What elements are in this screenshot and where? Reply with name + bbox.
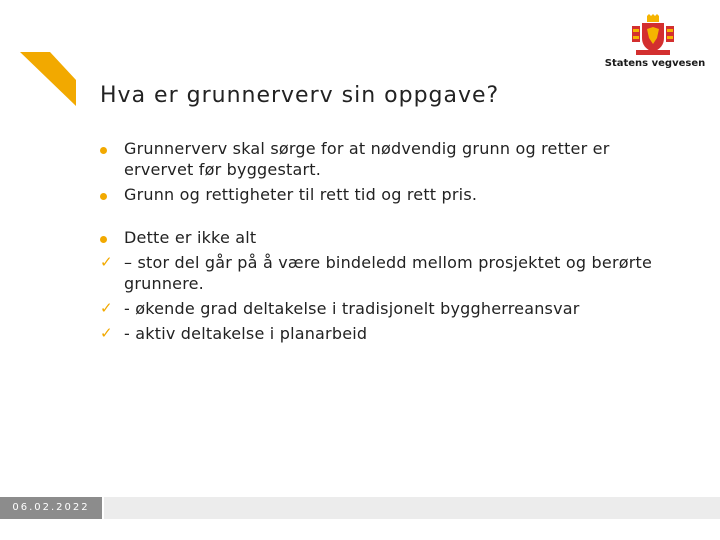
list-item [100,227,660,248]
list-item-text: - aktiv deltakelse i planarbeid [124,324,368,343]
decorative-stripe [0,0,80,110]
list-item [100,323,660,344]
footer-divider [104,497,720,519]
list-item-text: Grunn og rettigheter til rett tid og rett pris. [124,185,478,204]
list-item-text: - økende grad deltakelse i tradisjonelt byggherreansvar [124,299,580,318]
logo-wordmark: Statens vegvesen [604,58,706,69]
slide-title: Hva er grunnerverv sin oppgave? [100,83,500,108]
list-item-text: – stor del går på å være bindeledd mellom prosjektet og berørte grunnere. [124,253,653,293]
bullet-list [100,138,660,348]
bullet-icon [100,138,116,159]
list-item [100,252,660,294]
list-item [100,184,660,205]
list-item [100,138,660,180]
bullet-icon [100,184,116,205]
checkmark-icon: ✓ [100,253,113,271]
statens-vegvesen-logo [600,14,710,74]
list-item [100,298,660,319]
bullet-icon [100,227,116,248]
list-item-text: Dette er ikke alt [124,228,257,247]
list-item-text: Grunnerverv skal sørge for at nødvendig grunn og retter er ervervet før byggestart. [124,139,610,179]
statens-vegvesen-emblem-icon [630,14,676,56]
checkmark-icon: ✓ [100,299,113,317]
footer-date: 06.02.2022 [0,497,102,519]
footer-bar [0,497,720,519]
checkmark-icon: ✓ [100,324,113,342]
